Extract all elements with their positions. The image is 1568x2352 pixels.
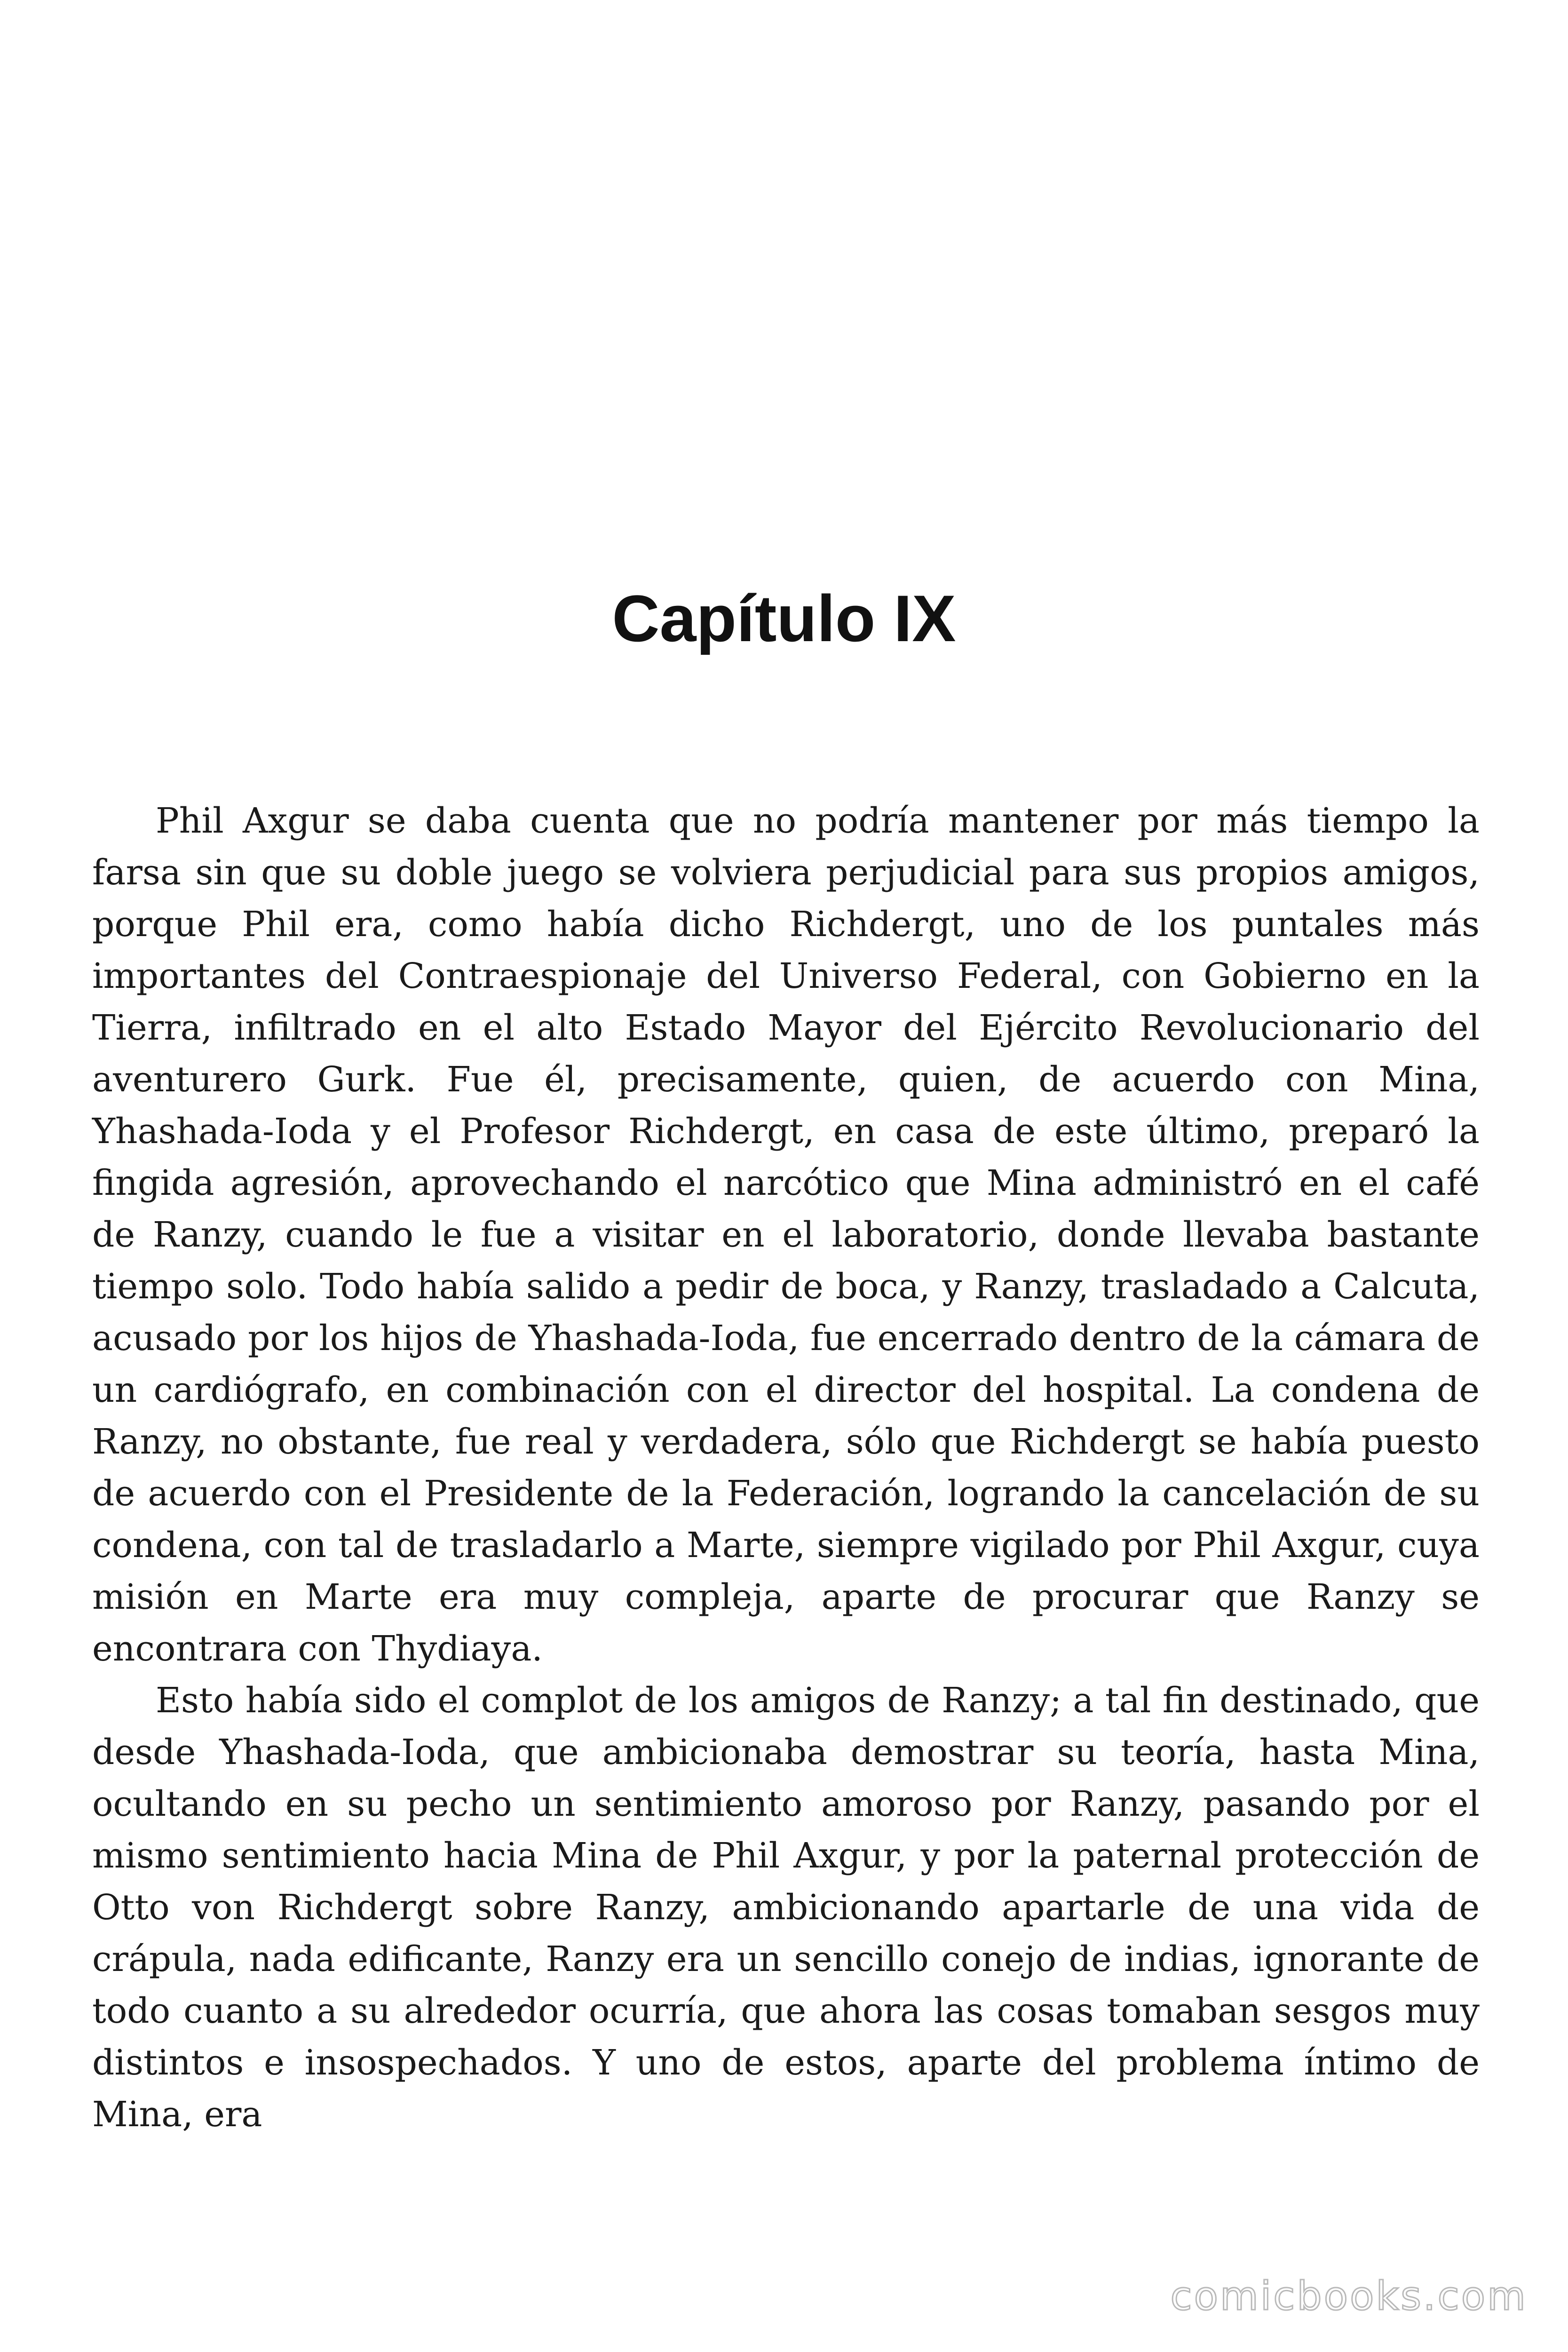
paragraph: Phil Axgur se daba cuenta que no podría mantener por más tiempo la farsa sin que su doble juego se volviera perjudicial para sus propios amigos, porque Phil era, como había dicho Richdergt, uno de los puntales más importantes del Contraespionaje del Universo Federal, con Gobierno en la Tierra, infiltrado en el alto Estado Mayor del Ejército Revolucionario del aventurero Gurk. Fue él, precisamente, quien, de acuerdo con Mina, Yhashada-Ioda y el Profesor Richdergt, en casa de este último, preparó la fingida agresión, aprovechando el narcótico que Mina administró en el café de Ranzy, cuando le fue a visitar en el laboratorio, donde llevaba bastante tiempo solo. Todo había salido a pedir de boca, y Ranzy, trasladado a Calcuta, acusado por los hijos de Yhashada-Ioda, fue encerrado dentro de la cámara de un cardiógrafo, en combinación con el director del hospital. La condena de Ranzy, no obstante, fue real y verdadera, sólo que Richdergt se había puesto de acuerdo con el Presidente de la Federación, logrando la cancelación de su condena, con tal de trasladarlo a Marte, siempre vigilado por Phil Axgur, cuya misión en Marte era muy compleja, aparte de procurar que Ranzy se encontrara con Thydiaya. — [92, 801, 1480, 1669]
chapter-title: Capítulo IX — [612, 581, 956, 655]
paragraph: Esto había sido el complot de los amigos de Ranzy; a tal fin destinado, que desde Yhashada-Ioda, que ambicionaba demostrar su teoría, hasta Mina, ocultando en su pecho un sentimiento amoroso por Ranzy, pasando por el mismo sentimiento hacia Mina de Phil Axgur, y por la paternal protección de Otto von Richdergt sobre Ranzy, ambicionando apartarle de una vida de crápula, nada edificante, Ranzy era un sencillo conejo de indias, ignorante de todo cuanto a su alrededor ocurría, que ahora las cosas tomaban sesgos muy distintos e insospechados. Y uno de estos, aparte del problema íntimo de Mina, era — [92, 1680, 1480, 2135]
watermark: comicbooks.com — [1170, 2273, 1528, 2319]
chapter-body — [92, 795, 1480, 2140]
